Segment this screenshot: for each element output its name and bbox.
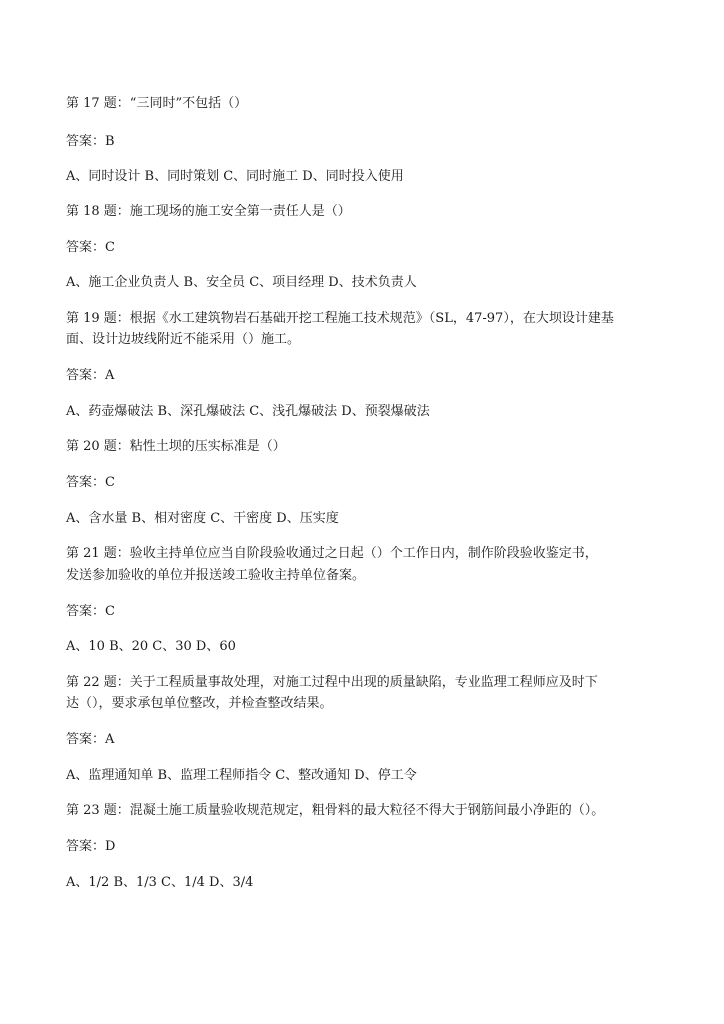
question-17-text: 第 17 题：“三同时”不包括（） <box>66 96 248 111</box>
question-21-text-line1: 第 21 题：验收主持单位应当自阶段验收通过之日起（）个工作日内，制作阶段验收鉴定书， <box>66 546 598 561</box>
question-22-text-line2: 达（），要求承包单位整改，并检查整改结果。 <box>66 696 333 711</box>
question-23-options: A、1/2 B、1/3 C、1/4 D、3/4 <box>66 875 254 890</box>
question-22-answer: 答案：A <box>66 732 115 747</box>
question-18-text: 第 18 题：施工现场的施工安全第一责任人是（） <box>66 204 351 219</box>
question-20-options: A、含水量 B、相对密度 C、干密度 D、压实度 <box>66 511 339 526</box>
question-20-text: 第 20 题：粘性土坝的压实标准是（） <box>66 439 286 454</box>
question-18-answer: 答案：C <box>66 240 115 255</box>
question-17-answer: 答案：B <box>66 134 115 149</box>
question-18-options: A、施工企业负责人 B、安全员 C、项目经理 D、技术负责人 <box>66 275 417 290</box>
question-19-options: A、药壶爆破法 B、深孔爆破法 C、浅孔爆破法 D、预裂爆破法 <box>66 404 430 419</box>
question-23-answer: 答案：D <box>66 839 116 854</box>
question-21-text-line2: 发送参加验收的单位并报送竣工验收主持单位备案。 <box>66 568 366 583</box>
question-21-answer: 答案：C <box>66 604 115 619</box>
question-22-text-line1: 第 22 题：关于工程质量事故处理，对施工过程中出现的质量缺陷，专业监理工程师应及时下 <box>66 675 598 690</box>
question-21-options: A、10 B、20 C、30 D、60 <box>66 639 236 654</box>
question-22-options: A、监理通知单 B、监理工程师指令 C、整改通知 D、停工令 <box>66 768 417 783</box>
question-19-text-line1: 第 19 题：根据《水工建筑物岩石基础开挖工程施工技术规范》（SL，47-97），在大坝设计建基 <box>66 311 614 326</box>
question-20-answer: 答案：C <box>66 475 115 490</box>
question-19-text-line2: 面、设计边坡线附近不能采用（）施工。 <box>66 332 301 347</box>
question-17-options: A、同时设计 B、同时策划 C、同时施工 D、同时投入使用 <box>66 169 404 184</box>
question-19-answer: 答案：A <box>66 368 115 383</box>
question-23-text: 第 23 题：混凝土施工质量验收规范规定，粗骨料的最大粒径不得大于钢筋间最小净距的（）。 <box>66 803 605 818</box>
